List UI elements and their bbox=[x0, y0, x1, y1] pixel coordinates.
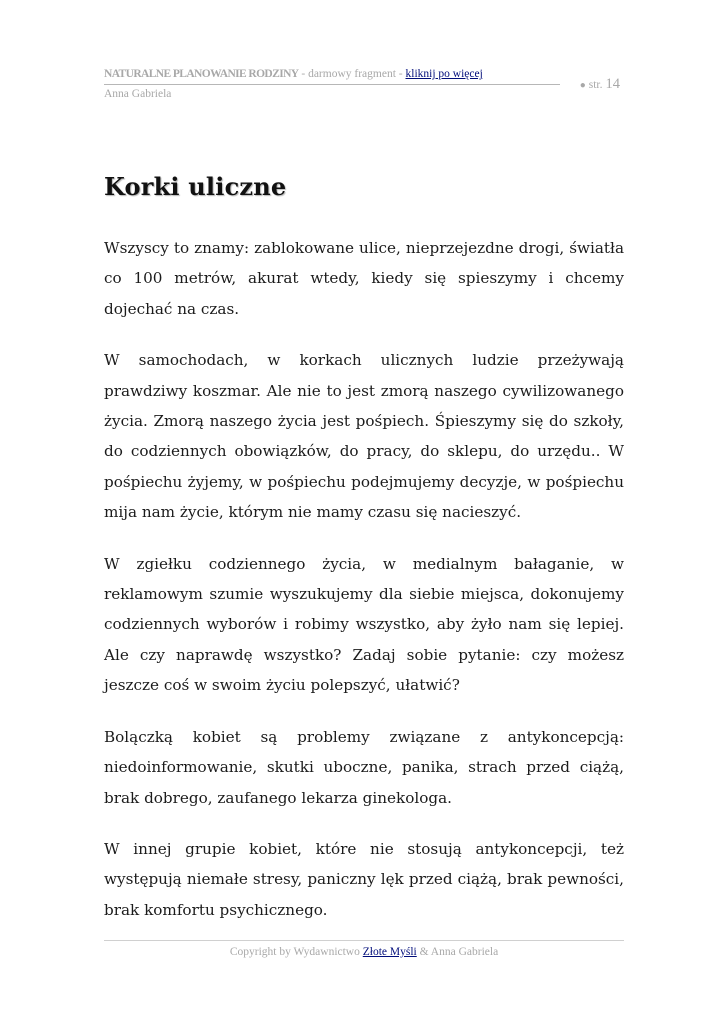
page-number: 14 bbox=[605, 76, 620, 92]
article-title: Korki uliczne bbox=[104, 172, 287, 201]
paragraph: Bolączką kobiet są problemy związane z antykoncepcją: niedoinformowanie, skutki uboczne, panika, strach przed ciążą, brak dobrego, zaufanego lekarza ginekologa. bbox=[104, 727, 624, 807]
page-label: str. bbox=[588, 79, 603, 91]
footer-rule bbox=[104, 940, 624, 941]
publisher-link[interactable]: Złote Myśli bbox=[362, 946, 417, 958]
more-link[interactable]: kliknij po więcej bbox=[405, 68, 483, 80]
header-rule bbox=[104, 84, 560, 85]
copyright-prefix: Copyright by Wydawnictwo bbox=[229, 946, 363, 958]
paragraph: W zgiełku codziennego życia, w medialnym bałaganie, w reklamowym szumie wyszukujemy dla siebie miejsca, dokonujemy codziennych wyborów i robimy wszystko, aby żyło nam się lepiej. Ale czy naprawdę wszystko? Zadaj sobie pytanie: czy możesz jeszcze coś w swoim życiu polepszyć, ułatwić? bbox=[104, 554, 624, 695]
page-footer bbox=[104, 946, 624, 958]
page-number-indicator bbox=[580, 76, 620, 93]
page-header bbox=[104, 64, 624, 114]
header-author: Anna Gabriela bbox=[104, 88, 172, 100]
header-title-line bbox=[104, 64, 483, 84]
bullet-icon: ● bbox=[579, 80, 586, 91]
book-title: NATURALNE PLANOWANIE RODZINY bbox=[104, 68, 299, 80]
header-separator: - bbox=[298, 68, 309, 80]
article-body bbox=[104, 233, 624, 946]
paragraph: Wszyscy to znamy: zablokowane ulice, nieprzejezdne drogi, światła co 100 metrów, akurat wtedy, kiedy się spieszymy i chcemy dojechać na czas. bbox=[104, 239, 624, 318]
copyright-suffix: & Anna Gabriela bbox=[416, 946, 499, 958]
header-separator: - bbox=[395, 68, 406, 80]
paragraph: W innej grupie kobiet, które nie stosują antykoncepcji, też występują niemałe stresy, paniczny lęk przed ciążą, brak pewności, brak komfortu psychicznego. bbox=[104, 839, 624, 919]
paragraph: W samochodach, w korkach ulicznych ludzie przeżywają prawdziwy koszmar. Ale nie to jest zmorą naszego cywilizowanego życia. Zmorą naszego życia jest pośpiech. Śpieszymy się do szkoły, do codziennych obowiązków, do pracy, do sklepu, do urzędu.. W pośpiechu żyjemy, w pośpiechu podejmujemy decyzje, w pośpiechu mija nam życie, którym nie mamy czasu się nacieszyć. bbox=[104, 351, 624, 522]
fragment-label: darmowy fragment bbox=[308, 68, 396, 80]
